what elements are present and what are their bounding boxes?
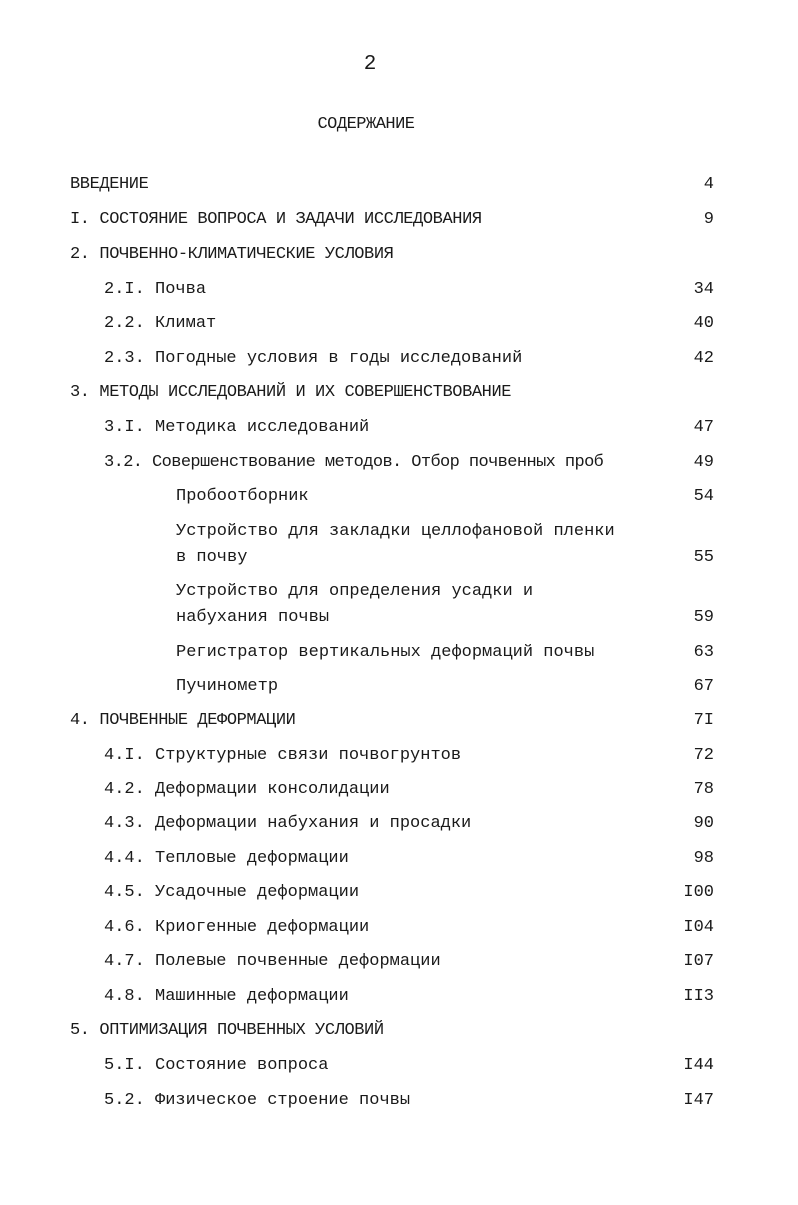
toc-entry-page: I04 [683,918,714,937]
toc-entry-label: Пробоотборник [176,487,309,506]
toc-entry-page: 34 [693,280,714,299]
toc-entry-label: 4.7. Полевые почвенные деформации [104,952,441,971]
toc-entry-page: I47 [683,1091,714,1110]
toc-entry-page: 49 [693,453,714,472]
toc-entry-label: I. СОСТОЯНИЕ ВОПРОСА И ЗАДАЧИ ИССЛЕДОВАНИЯ [70,210,482,229]
toc-entry-label: набухания почвы [176,608,330,627]
toc-entry-label: 4.3. Деформации набухания и просадки [104,814,472,833]
toc-entry-page: 40 [693,314,714,333]
toc-entry-page: I07 [683,952,714,971]
toc-entry-page: I00 [683,883,714,902]
toc-entry-label: 5. ОПТИМИЗАЦИЯ ПОЧВЕННЫХ УСЛОВИЙ [70,1021,384,1040]
toc-entry-label: 4.6. Криогенные деформации [104,918,370,937]
toc-entry-page: 4 [703,175,714,194]
toc-entry-label: 3. МЕТОДЫ ИССЛЕДОВАНИЙ И ИХ СОВЕРШЕНСТВОВАНИЕ [70,383,512,402]
toc-entry-label: 2.I. Почва [104,280,207,299]
toc-entry-label: 2.2. Климат [104,314,217,333]
toc-entry-page: 42 [693,349,714,368]
toc-entry-page: 67 [693,677,714,696]
toc-entry-label: 3.I. Методика исследований [104,418,370,437]
toc-entry-label: Устройство для закладки целлофановой пленки [176,522,615,541]
toc-entry-label: 4.5. Усадочные деформации [104,883,360,902]
page-number: 2 [363,53,377,76]
toc-entry-label: Пучинометр [176,677,279,696]
toc-entry-label: 4.4. Тепловые деформации [104,849,349,868]
toc-entry-page: 59 [693,608,714,627]
toc-entry-page: 9 [703,210,714,229]
toc-entry-page: 7I [693,711,714,730]
toc-entry-page: 63 [693,643,714,662]
toc-entry-page: 55 [693,548,714,567]
toc-entry-page: 90 [693,814,714,833]
toc-entry-label: 3.2. Совершенствование методов. Отбор почвенных проб [104,453,604,472]
page-title: СОДЕРЖАНИЕ [317,115,415,134]
toc-entry-page: 72 [693,746,714,765]
toc-entry-page: 78 [693,780,714,799]
toc-entry-label: 4.2. Деформации консолидации [104,780,390,799]
toc-entry-page: II3 [683,987,714,1006]
toc-entry-page: 47 [693,418,714,437]
toc-entry-label: Устройство для определения усадки и [176,582,534,601]
toc-entry-page: I44 [683,1056,714,1075]
toc-entry-label: 5.I. Состояние вопроса [104,1056,329,1075]
toc-entry-page: 98 [693,849,714,868]
toc-entry-label: 4.8. Машинные деформации [104,987,349,1006]
toc-entry-label: в почву [176,548,248,567]
toc-entry-page: 54 [693,487,714,506]
toc-entry-label: 2. ПОЧВЕННО-КЛИМАТИЧЕСКИЕ УСЛОВИЯ [70,245,394,264]
toc-entry-label: Регистратор вертикальных деформаций почвы [176,643,595,662]
toc-entry-label: ВВЕДЕНИЕ [70,175,149,194]
toc-entry-label: 2.3. Погодные условия в годы исследований [104,349,523,368]
toc-entry-label: 5.2. Физическое строение почвы [104,1091,411,1110]
toc-entry-label: 4. ПОЧВЕННЫЕ ДЕФОРМАЦИИ [70,711,296,730]
toc-entry-label: 4.I. Структурные связи почвогрунтов [104,746,462,765]
